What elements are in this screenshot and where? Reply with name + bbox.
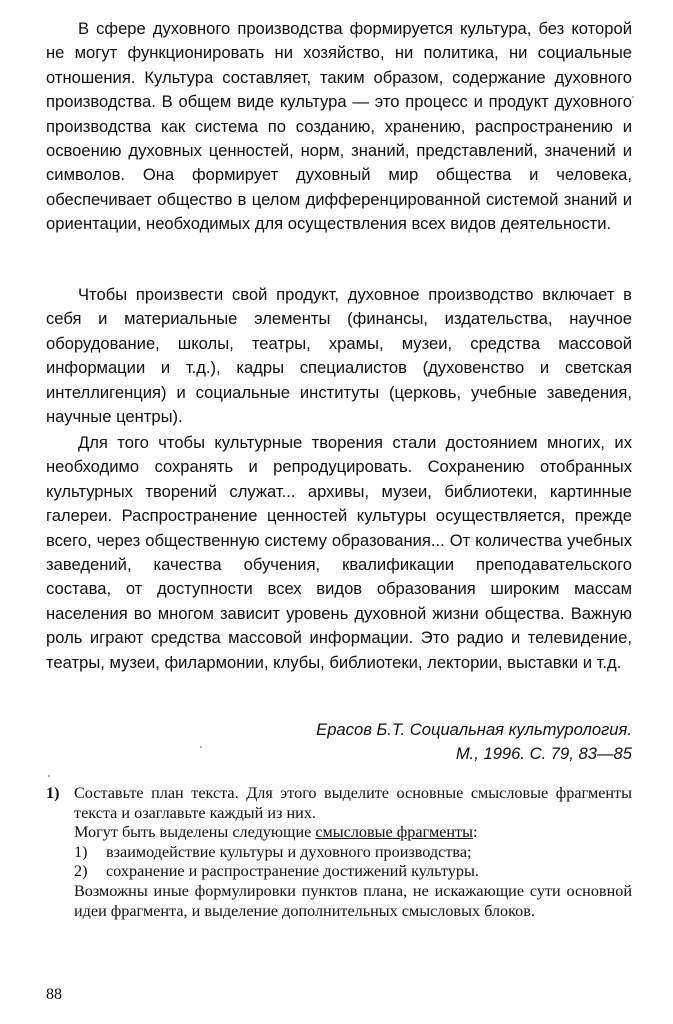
answer-item-text: взаимодейcтвие культуры и духовного производства; — [106, 842, 472, 861]
answer-item-number: 1) — [74, 842, 88, 861]
answer-intro-underlined: смысловые фрагменты — [315, 823, 474, 842]
answer-item-2 — [74, 862, 632, 882]
answer-note: Возможны иные формулировки пунктов плана, не искажающие сути основной идеи фрагмента, и выделение дополнительных смысловых блоков. — [74, 881, 632, 920]
answer-intro-colon: : — [473, 823, 478, 842]
page-number: 88 — [46, 986, 62, 1003]
citation-publication: М., 1996. С. 79, 83—85 — [455, 744, 632, 763]
text-paragraph-2: Чтобы произвести свой продукт, духовное производство включает в себя и материальные элементы (финансы, издательства, научное оборудование, школы, театры, храмы, музеи, средства массовой информации и т.д.), кадры специалистов (духовенство и светская интеллигенция) и социальные институты (церковь, учебные заведения, научные центры). — [46, 285, 632, 427]
answer-item-number: 2) — [74, 862, 88, 881]
scan-speck — [48, 775, 50, 777]
answer-block — [46, 784, 632, 921]
answer-intro — [74, 823, 632, 843]
answer-body — [74, 784, 632, 921]
text-paragraph-1: В сфере духовного производства формируется культура, без которой не могут функционировать ни хозяйство, ни политика, ни социальные отношения. Культура составляет, таким образом, содержание духовного производства. В общем виде культура — это процесс и продукт духовного производства как система по созданию, хранению, распространению и освоению духовных ценностей, норм, знаний, представлений, значений и символов. Она формирует духовный мир общества и человека, обеспечивает общество в целом дифференцированной системой знаний и ориентации, необходимых для осуществления всех видов деятельности. — [46, 19, 632, 234]
answer-item-text: сохранение и распространение достижений культуры. — [106, 862, 479, 881]
answer-task: Составьте план текста. Для этого выделите основные смысловые фрагменты текста и озаглавьте каждый из них. — [74, 784, 632, 822]
citation — [200, 718, 632, 766]
answer-item-1 — [74, 843, 632, 863]
scan-speck — [632, 96, 634, 98]
answer-intro-text: Могут быть выделены следующие — [74, 823, 316, 842]
scan-speck — [200, 746, 202, 748]
text-paragraph-3: Для того чтобы культурные творения стали достоянием многих, их необходимо сохранять и репродуцировать. Сохранению отобранных культурных творений служат... архивы, музеи, библиотеки, картинные галереи. Распространение ценностей культуры осуществляется, прежде всего, через общественную систему образования... От количества учебных заведений, качества обучения, квалификации преподавательского состава, от доступности всех видов образования широким массам населения во многом зависит уровень духовной жизни общества. Важную роль играют средства массовой информации. Это радио и телевидение, театры, музеи, филармонии, клубы, библиотеки, лектории, выставки и т.д. — [46, 433, 632, 672]
answer-number: 1) — [46, 784, 60, 802]
citation-author-title: Ерасов Б.Т. Социальная культурология. — [316, 720, 632, 739]
